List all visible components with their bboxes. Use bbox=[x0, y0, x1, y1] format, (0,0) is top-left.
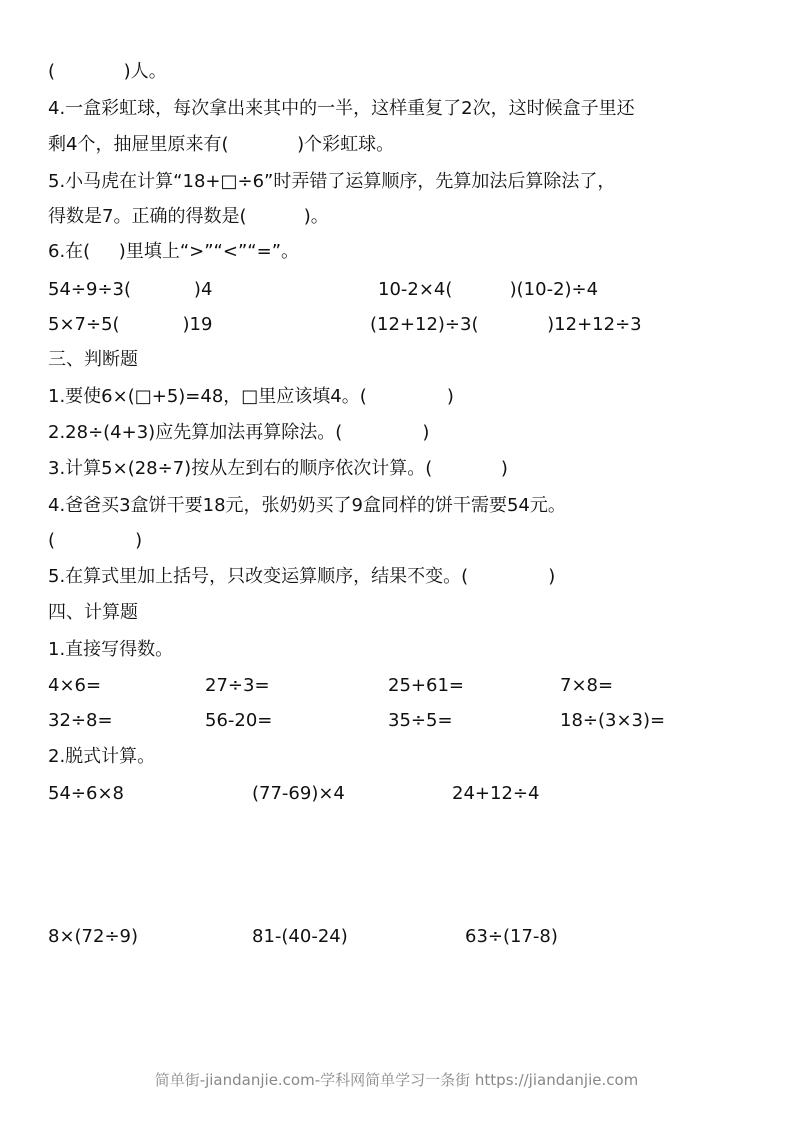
stepwise-item: 54÷6×8 bbox=[48, 783, 124, 804]
direct-item: 4×6= bbox=[48, 675, 102, 696]
question-4-line-1: 4.一盒彩虹球，每次拿出来其中的一半，这样重复了2次，这时候盒子里还 bbox=[48, 98, 635, 119]
direct-item: 25+61= bbox=[388, 675, 464, 696]
calc-2-title: 2.脱式计算。 bbox=[48, 746, 156, 767]
question-4-line-2: 剩4个，抽屉里原来有( )个彩虹球。 bbox=[48, 134, 395, 155]
judge-item-4-blank: ( ) bbox=[48, 530, 143, 551]
calc-1-title: 1.直接写得数。 bbox=[48, 639, 174, 660]
compare-left: 5×7÷5( )19 bbox=[48, 314, 213, 335]
stepwise-item: 8×(72÷9) bbox=[48, 926, 139, 947]
compare-right: 10-2×4( )(10-2)÷4 bbox=[378, 279, 599, 300]
page-footer: 简单街-jiandanjie.com-学科网简单学习一条街 https://jiandanjie.com bbox=[154, 1071, 639, 1089]
stepwise-item: 24+12÷4 bbox=[452, 783, 540, 804]
compare-left: 54÷9÷3( )4 bbox=[48, 279, 213, 300]
judge-item-3: 3.计算5×(28÷7)按从左到右的顺序依次计算。( ) bbox=[48, 458, 508, 479]
question-6-title: 6.在( )里填上“>”“<”“=”。 bbox=[48, 241, 300, 262]
question-5-line-2: 得数是7。正确的得数是( )。 bbox=[48, 206, 329, 227]
stepwise-item: 63÷(17-8) bbox=[465, 926, 558, 947]
section-3-title: 三、判断题 bbox=[48, 349, 138, 370]
judge-item-5: 5.在算式里加上括号，只改变运算顺序，结果不变。( ) bbox=[48, 566, 556, 587]
direct-item: 32÷8= bbox=[48, 710, 113, 731]
blank-tail-line: ( )人。 bbox=[48, 61, 167, 82]
compare-right: (12+12)÷3( )12+12÷3 bbox=[370, 314, 642, 335]
question-5-line-1: 5.小马虎在计算“18+□÷6”时弄错了运算顺序，先算加法后算除法了， bbox=[48, 171, 616, 192]
section-4-title: 四、计算题 bbox=[48, 602, 138, 623]
direct-item: 56-20= bbox=[205, 710, 273, 731]
direct-item: 18÷(3×3)= bbox=[560, 710, 666, 731]
judge-item-2: 2.28÷(4+3)应先算加法再算除法。( ) bbox=[48, 422, 430, 443]
stepwise-item: (77-69)×4 bbox=[252, 783, 345, 804]
judge-item-1: 1.要使6×(□+5)=48，□里应该填4。( ) bbox=[48, 386, 454, 407]
direct-item: 35÷5= bbox=[388, 710, 453, 731]
stepwise-item: 81-(40-24) bbox=[252, 926, 348, 947]
judge-item-4: 4.爸爸买3盒饼干要18元，张奶奶买了9盒同样的饼干需要54元。 bbox=[48, 495, 566, 516]
direct-item: 7×8= bbox=[560, 675, 614, 696]
direct-item: 27÷3= bbox=[205, 675, 270, 696]
